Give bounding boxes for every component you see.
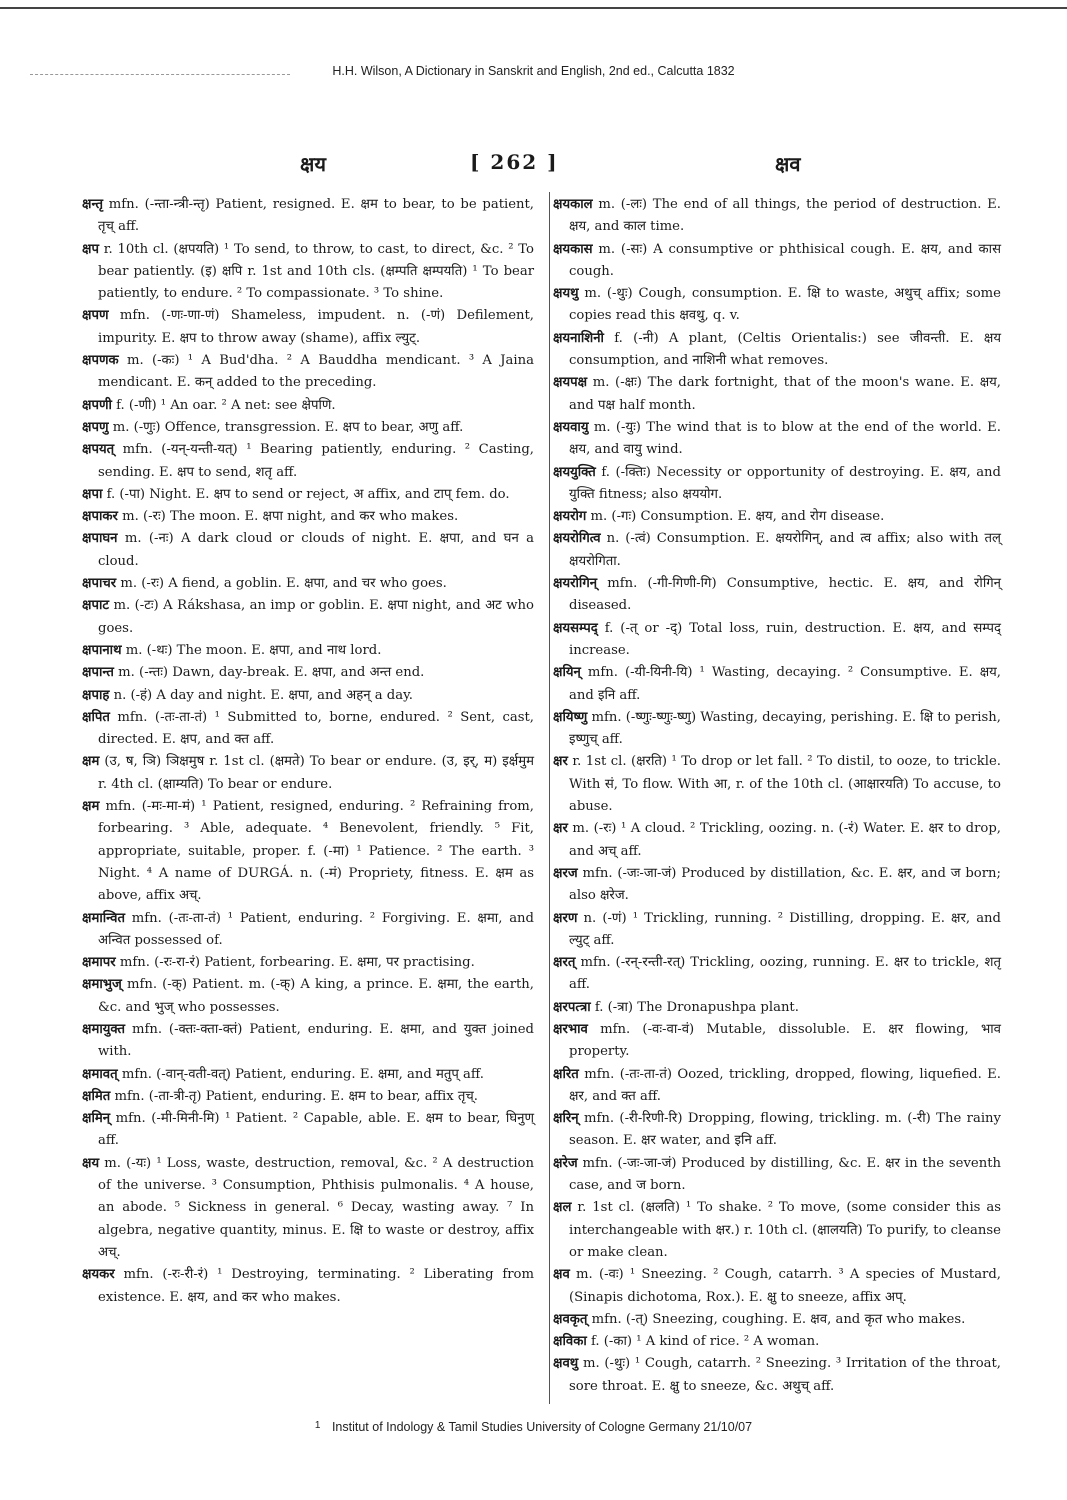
- entry-headword: क्षर: [553, 821, 568, 837]
- dictionary-entry: [82, 952, 534, 974]
- dictionary-entry: [82, 685, 534, 707]
- entry-definition: (उ, ष, ञि) ञिक्षमुष r. 1st cl. (क्षमते) To bear or endure. (उ, इर्, म) इर्क्षमुम r. 4th cl. (क्षाम्यति) To bear or endure.: [98, 754, 534, 792]
- dictionary-entry: [82, 350, 534, 395]
- dictionary-entry: [553, 707, 1001, 752]
- entry-definition: n. (-त्वं) Consumption. E. क्षयरोगिन्, and त्व affix; also with तल् क्षयरोगिता.: [569, 531, 1001, 569]
- dictionary-entry: [82, 1086, 534, 1108]
- entry-headword: क्षमाभुज्: [82, 977, 122, 993]
- footer-text: Institut of Indology & Tamil Studies University of Cologne Germany 21/10/07: [331, 1420, 753, 1434]
- entry-definition: r. 1st cl. (क्षरति) ¹ To drop or let fall. ² To distil, to ooze, to trickle. With सं, To flow. With आ, r. of the 10th cl. (आक्षारयति) To accuse, to abuse.: [569, 754, 1001, 815]
- entry-definition: mfn. (-मः-मा-मं) ¹ Patient, resigned, enduring. ² Refraining from, forbearing. ³ Able, adequate. ⁴ Benevolent, friendly. ⁵ Fit, appropriate, suitable, proper. f. (-मा) ¹ Patience. ² The earth. ³ Night. ⁴ A name of DURGÁ. n. (-मं) Propriety, fitness. E. क्षम as above, affix अच्.: [98, 799, 534, 904]
- entry-definition: mfn. (-तः-ता-तं) ¹ Patient, enduring. ² Forgiving. E. क्षमा, and अन्वित possessed of.: [98, 910, 534, 948]
- entry-definition: n. (-णं) ¹ Trickling, running. ² Distilling, dropping. E. क्षर, and ल्युट् aff.: [569, 910, 1001, 948]
- page-header: [0, 150, 1067, 182]
- dictionary-entry: [82, 974, 534, 1019]
- entry-definition: m. (-नः) A dark cloud or clouds of night. E. क्षपा, and घन a cloud.: [98, 531, 534, 569]
- entry-headword: क्षपाघन: [82, 531, 118, 547]
- entry-headword: क्षन्तृ: [82, 197, 104, 212]
- dictionary-entry: [82, 439, 534, 484]
- dictionary-entry: [553, 1353, 1001, 1398]
- dictionary-entry: [553, 506, 1001, 528]
- dictionary-entry: [553, 1264, 1001, 1309]
- entry-definition: mfn. (-तः-ता-तं) Oozed, trickling, dropped, flowing, liquefied. E. क्षर, and क्त aff.: [569, 1066, 1001, 1104]
- entry-headword: क्षरभाव: [553, 1021, 588, 1037]
- entry-definition: mfn. (-क्) Patient. m. (-क्) A king, a prince. E. क्षमा, the earth, &c. and भुज् who possesses.: [98, 977, 534, 1015]
- dictionary-entry: [553, 751, 1001, 818]
- entry-headword: क्षपणी: [82, 397, 112, 413]
- dictionary-entry: [553, 1019, 1001, 1064]
- entry-headword: क्षविका: [553, 1334, 587, 1350]
- entry-headword: क्षल: [553, 1200, 572, 1216]
- dictionary-entry: [553, 997, 1001, 1019]
- dictionary-entry: [553, 863, 1001, 908]
- column-divider: [549, 192, 550, 1404]
- entry-headword: क्षरपत्त्रा: [553, 999, 591, 1015]
- entry-definition: m. (-थुः) Cough, consumption. E. क्षि to waste, अथुच् affix; some copies read this क्षवथु, q. v.: [569, 286, 1001, 324]
- entry-headword: क्षमान्वित: [82, 910, 125, 926]
- dictionary-entry: [82, 573, 534, 595]
- entry-headword: क्षयरोगिन्: [553, 576, 598, 592]
- entry-headword: क्षर: [553, 754, 568, 770]
- entry-definition: mfn. (-जः-जा-जं) Produced by distillation, &c. E. क्षर, and ज born; also क्षरेज.: [569, 865, 1001, 904]
- entry-headword: क्षवथु: [553, 1356, 579, 1372]
- dictionary-entry: [82, 194, 534, 239]
- entry-definition: m. (-थुः) ¹ Cough, catarrh. ² Sneezing. ³ Irritation of the throat, sore throat. E. क्षु to sneeze, &c. अथुच् aff.: [569, 1356, 1001, 1394]
- entry-definition: r. 1st cl. (क्षलति) ¹ To shake. ² To move, (some consider this as interchangeable with क्षर.) r. 10th cl. (क्षालयति) To purify, to cleanse or make clean.: [569, 1200, 1001, 1260]
- dictionary-entry: [82, 796, 534, 907]
- entry-definition: f. (-णी) ¹ An oar. ² A net: see क्षेपणि.: [116, 397, 336, 413]
- entry-definition: m. (-गः) Consumption. E. क्षय, and रोग disease.: [590, 509, 885, 525]
- footer: [0, 1420, 1067, 1434]
- entry-definition: mfn. (-वः-वा-वं) Mutable, dissoluble. E. क्षर flowing, भाव property.: [569, 1021, 1001, 1060]
- entry-headword: क्षपा: [82, 486, 103, 502]
- entry-headword: क्षम: [82, 754, 100, 770]
- entry-definition: mfn. (-ता-त्री-तृ) Patient, enduring. E. क्षम to bear, affix तृच्.: [114, 1088, 478, 1104]
- top-border-rule: [0, 7, 1067, 9]
- dictionary-entry: [553, 662, 1001, 707]
- entry-definition: m. (-णुः) Offence, transgression. E. क्षप to bear, अणु aff.: [112, 419, 464, 435]
- entry-headword: क्षयकास: [553, 241, 593, 257]
- dictionary-entry: [82, 484, 534, 506]
- dictionary-entry: [553, 239, 1001, 284]
- entry-definition: m. (-लः) The end of all things, the period of destruction. E. क्षय, and काल time.: [569, 197, 1001, 235]
- entry-headword: क्षमिन्: [82, 1111, 111, 1127]
- dictionary-entry: [553, 328, 1001, 373]
- entry-headword: क्षरिन्: [553, 1111, 579, 1127]
- entry-headword: क्षरेज: [553, 1155, 578, 1171]
- entry-headword: क्षययुक्ति: [553, 464, 596, 480]
- entry-definition: m. (-कः) ¹ A Bud'dha. ² A Bauddha mendicant. ³ A Jaina mendicant. E. कन् added to the preceding.: [98, 353, 534, 391]
- entry-definition: mfn. (-गी-गिणी-गि) Consumptive, hectic. E. क्षय, and रोगिन् diseased.: [569, 576, 1001, 614]
- dictionary-entry: [553, 462, 1001, 507]
- dictionary-entry: [553, 1331, 1001, 1353]
- dictionary-entry: [553, 372, 1001, 417]
- dictionary-entry: [82, 662, 534, 684]
- entry-headword: क्षवकृत्: [553, 1311, 588, 1327]
- dictionary-entry: [82, 1064, 534, 1086]
- entry-definition: r. 10th cl. (क्षपयति) ¹ To send, to throw, to cast, to direct, &c. ² To bear patiently. (इ) क्षपि r. 1st and 10th cls. (क्षम्पति क्षम्पयति) ¹ To bear patiently, to endure. ² To compassionate. ³ To shine.: [98, 241, 534, 302]
- dictionary-entry: [82, 751, 534, 796]
- entry-definition: f. (-त्रा) The Dronapushpa plant.: [594, 999, 799, 1015]
- dictionary-entry: [553, 1309, 1001, 1331]
- dictionary-entry: [82, 305, 534, 350]
- entry-headword: क्षमापर: [82, 955, 116, 971]
- dictionary-entry: [82, 395, 534, 417]
- entry-headword: क्षपाचर: [82, 576, 117, 592]
- entry-definition: f. (-का) ¹ A kind of rice. ² A woman.: [590, 1334, 820, 1350]
- dictionary-entry: [553, 1108, 1001, 1153]
- dictionary-entry: [553, 908, 1001, 953]
- entry-definition: f. (-पा) Night. E. क्षप to send or reject, अ affix, and टाप् fem. do.: [106, 486, 510, 502]
- dictionary-entry: [553, 618, 1001, 663]
- entry-definition: m. (-रः) ¹ A cloud. ² Trickling, oozing. n. (-रं) Water. E. क्षर to drop, and अच् aff.: [569, 821, 1001, 859]
- entry-headword: क्षव: [553, 1267, 570, 1283]
- dictionary-entry: [553, 417, 1001, 462]
- entry-definition: mfn. (-क्तः-क्ता-क्तं) Patient, enduring. E. क्षमा, and युक्त joined with.: [98, 1021, 534, 1060]
- entry-headword: क्षयसम्पद्: [553, 620, 598, 636]
- entry-headword: क्षयरोग: [553, 509, 587, 525]
- dictionary-entry: [82, 506, 534, 528]
- dictionary-entry: [82, 239, 534, 306]
- entry-definition: mfn. (-रः-रा-रं) Patient, forbearing. E. क्षमा, पर practising.: [119, 955, 475, 971]
- entry-definition: m. (-रः) The moon. E. क्षपा night, and कर who makes.: [122, 509, 459, 525]
- entry-headword: क्षपान्त: [82, 665, 114, 681]
- entry-definition: mfn. (-जः-जा-जं) Produced by distilling, &c. E. क्षर in the seventh case, and ज born.: [569, 1155, 1001, 1194]
- footer-mark: 1: [314, 1420, 321, 1431]
- entry-definition: m. (-रः) A fiend, a goblin. E. क्षपा, and चर who goes.: [120, 576, 447, 592]
- dictionary-entry: [82, 1153, 534, 1264]
- entry-definition: m. (-थः) The moon. E. क्षपा, and नाथ lord.: [125, 642, 382, 658]
- source-citation: H.H. Wilson, A Dictionary in Sanskrit and English, 2nd ed., Calcutta 1832: [332, 64, 735, 78]
- entry-definition: mfn. (-रन्-रन्ती-रत्) Trickling, oozing, running. E. क्षर to trickle, शतृ aff.: [569, 955, 1001, 993]
- entry-definition: m. (-युः) The wind that is to blow at the end of the world. E. क्षय, and वायु wind.: [569, 419, 1001, 458]
- entry-headword: क्षम: [82, 799, 100, 815]
- dictionary-entry: [553, 818, 1001, 863]
- entry-headword: क्षयवायु: [553, 419, 589, 435]
- entry-headword: क्षयथु: [553, 286, 579, 302]
- entry-definition: mfn. (-तः-ता-तं) ¹ Submitted to, borne, endured. ² Sent, cast, directed. E. क्षप, and क्त aff.: [98, 709, 534, 748]
- entry-headword: क्षयिन्: [553, 665, 581, 681]
- dictionary-entry: [82, 528, 534, 573]
- dictionary-entry: [82, 1019, 534, 1064]
- entry-definition: mfn. (-णः-णा-णं) Shameless, impudent. n. (-णं) Defilement, impurity. E. क्षप to throw away (shame), affix ल्युट्.: [98, 308, 534, 346]
- dictionary-entry: [82, 707, 534, 752]
- entry-definition: mfn. (-री-रिणी-रि) Dropping, flowing, trickling. m. (-री) The rainy season. E. क्षर water, and इनि aff.: [569, 1111, 1001, 1149]
- entry-headword: क्षपाकर: [82, 509, 118, 525]
- dictionary-entry: [553, 573, 1001, 618]
- dictionary-entry: [553, 528, 1001, 573]
- entry-definition: f. (-नी) A plant, (Celtis Orientalis:) see जीवन्ती. E. क्षय consumption, and नाशिनी what removes.: [569, 330, 1001, 369]
- dictionary-entry: [82, 908, 534, 953]
- entry-headword: क्षयपक्ष: [553, 375, 588, 391]
- entry-definition: mfn. (-यन्-यन्ती-यत्) ¹ Bearing patiently, enduring. ² Casting, sending. E. क्षप to send, शतृ aff.: [98, 442, 534, 480]
- entry-definition: m. (-न्तः) Dawn, day-break. E. क्षपा, and अन्त end.: [118, 665, 425, 681]
- entry-headword: क्षमायुक्त: [82, 1021, 125, 1037]
- entry-headword: क्षयकर: [82, 1267, 115, 1283]
- entry-headword: क्षमित: [82, 1088, 111, 1104]
- entry-definition: m. (-क्षः) The dark fortnight, that of the moon's wane. E. क्षय, and पक्ष half month.: [569, 375, 1001, 413]
- entry-headword: क्षपयत्: [82, 442, 115, 458]
- dictionary-entry: [82, 1108, 534, 1153]
- right-column: [553, 194, 1001, 1398]
- dictionary-entry: [553, 1153, 1001, 1198]
- dictionary-entry: [82, 640, 534, 662]
- left-column: [82, 194, 534, 1309]
- header-right-catchword: क्षव: [775, 152, 801, 176]
- entry-headword: क्षरित: [553, 1066, 579, 1082]
- entry-definition: m. (-वः) ¹ Sneezing. ² Cough, catarrh. ³ A species of Mustard, (Sinapis dichotoma, Rox.). E. क्षु to sneeze, affix अप्.: [569, 1267, 1001, 1305]
- entry-definition: m. (-टः) A Rákshasa, an imp or goblin. E. क्षपा night, and अट who goes.: [98, 598, 534, 636]
- entry-definition: n. (-हं) A day and night. E. क्षपा, and अहन् a day.: [113, 687, 413, 703]
- entry-headword: क्षयनाशिनी: [553, 330, 604, 346]
- entry-definition: f. (-त् or -द्) Total loss, ruin, destruction. E. क्षय, and सम्पद् increase.: [569, 620, 1001, 658]
- entry-definition: f. (-क्तिः) Necessity or opportunity of destroying. E. क्षय, and युक्ति fitness; also क्षययोग.: [569, 464, 1001, 502]
- page-number: [ 262 ]: [470, 150, 559, 174]
- entry-definition: mfn. (-रः-री-रं) ¹ Destroying, terminating. ² Liberating from existence. E. क्षय, and कर who makes.: [98, 1267, 534, 1305]
- entry-headword: क्षरज: [553, 865, 578, 881]
- entry-headword: क्षपणु: [82, 419, 109, 435]
- entry-headword: क्षयरोगित्व: [553, 531, 601, 547]
- entry-headword: क्षपण: [82, 308, 109, 324]
- entry-definition: mfn. (-त्) Sneezing, coughing. E. क्षव, and कृत who makes.: [591, 1311, 966, 1327]
- entry-headword: क्षय: [82, 1155, 100, 1171]
- entry-definition: mfn. (-मी-मिनी-मि) ¹ Patient. ² Capable, able. E. क्षम to bear, घिनुण् aff.: [98, 1111, 534, 1149]
- header-left-catchword: क्षय: [300, 152, 326, 176]
- entry-definition: mfn. (-ष्णुः-ष्णुः-ष्णु) Wasting, decaying, perishing. E. क्षि to perish, इष्णुच् aff.: [569, 709, 1001, 748]
- entry-definition: mfn. (-वान्-वती-वत्) Patient, enduring. E. क्षमा, and मतुप् aff.: [121, 1066, 484, 1082]
- entry-headword: क्षपानाथ: [82, 642, 122, 658]
- entry-definition: m. (-सः) A consumptive or phthisical cough. E. क्षय, and कास cough.: [569, 241, 1002, 279]
- dictionary-entry: [82, 1264, 534, 1309]
- entry-headword: क्षपित: [82, 709, 110, 725]
- entry-headword: क्षपाट: [82, 598, 110, 614]
- dictionary-entry: [553, 283, 1001, 328]
- dictionary-entry: [553, 1197, 1001, 1264]
- dictionary-entry: [82, 417, 534, 439]
- entry-definition: mfn. (-यी-यिनी-यि) ¹ Wasting, decaying. ² Consumptive. E. क्षय, and इनि aff.: [569, 665, 1001, 703]
- entry-headword: क्षपाह: [82, 687, 110, 703]
- entry-headword: क्षरत्: [553, 955, 576, 971]
- entry-headword: क्षरण: [553, 910, 578, 926]
- dictionary-entry: [553, 1064, 1001, 1109]
- entry-headword: क्षयकाल: [553, 197, 593, 212]
- dictionary-entry: [82, 595, 534, 640]
- entry-headword: क्षपणक: [82, 353, 119, 369]
- entry-definition: mfn. (-न्ता-न्त्री-न्तृ) Patient, resigned. E. क्षम to bear, to be patient, तृच् aff.: [98, 197, 535, 235]
- dictionary-entry: [553, 194, 1001, 239]
- entry-headword: क्षप: [82, 241, 99, 257]
- entry-definition: m. (-यः) ¹ Loss, waste, destruction, removal, &c. ² A destruction of the universe. ³ Consumption, Phthisis pulmonalis. ⁴ A house, an abode. ⁵ Sickness in general. ⁶ Decay, wasting away. ⁷ In algebra, negative quantity, minus. E. क्षि to waste or destroy, affix अच्.: [98, 1155, 534, 1260]
- entry-headword: क्षमावत्: [82, 1066, 118, 1082]
- dictionary-entry: [553, 952, 1001, 997]
- entry-headword: क्षयिष्णु: [553, 709, 588, 725]
